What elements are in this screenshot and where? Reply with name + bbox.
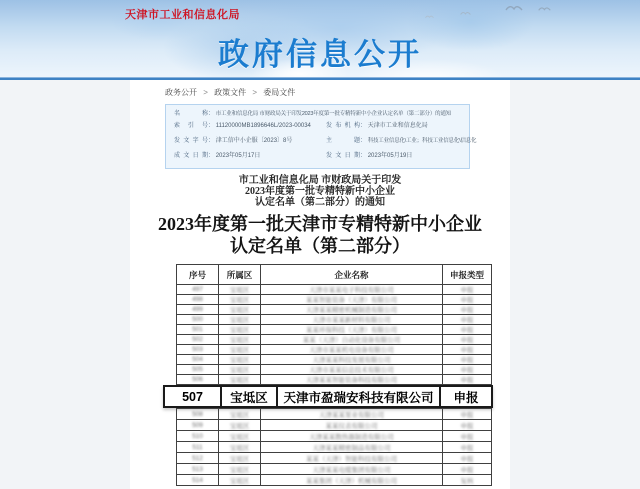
notice-header (130, 175, 510, 208)
cell-type: 申报 (443, 315, 492, 325)
meta-label: 发布机构 (326, 123, 360, 129)
meta-value-index-no: 11120000MB1896646L/2023-00034 (215, 123, 311, 129)
cell-type: 申报 (443, 453, 492, 464)
cell-type: 申报 (443, 295, 492, 305)
cell-no: 505 (177, 365, 219, 375)
table-row (177, 420, 492, 431)
cell-no: 507 (165, 387, 222, 406)
cell-no: 513 (177, 464, 219, 475)
cell-company: 某某仪表有限公司 (261, 420, 443, 431)
meta-value-issue-date: 2023年05月19日 (367, 153, 413, 159)
agency-name: 天津市工业和信息化局 (125, 9, 240, 21)
table-row (177, 305, 492, 315)
cell-no: 504 (177, 355, 219, 365)
cell-no: 509 (177, 420, 219, 431)
cell-type: 申报 (443, 464, 492, 475)
cell-no: 511 (177, 442, 219, 453)
cell-company: 天津市某某电子科技有限公司 (261, 285, 443, 295)
cell-no: 501 (177, 325, 219, 335)
meta-value-written-date: 2023年05月17日 (215, 153, 261, 159)
banner (0, 0, 640, 77)
breadcrumb-separator: > (203, 88, 208, 97)
cell-no: 510 (177, 431, 219, 442)
cell-company: 天津某某散热器制造有限公司 (261, 431, 443, 442)
document-title (130, 213, 510, 257)
cell-no: 502 (177, 335, 219, 345)
notice-line: 市工业和信息化局 市财政局关于印发 (238, 175, 402, 186)
table-row (177, 409, 492, 420)
company-table (163, 264, 493, 486)
document-title-line: 2023年度第一批天津市专精特新中小企业 (158, 214, 482, 234)
cell-type: 申报 (443, 345, 492, 355)
cell-company: 天津某某精密机械制造有限公司 (261, 305, 443, 315)
meta-row-written-date: 成文日期： 2023年05月17日 (174, 153, 261, 159)
bird-icon (460, 10, 471, 16)
cell-type: 申报 (453, 390, 479, 405)
cell-no: 503 (177, 345, 219, 355)
highlighted-row (163, 385, 493, 408)
cell-district: 宝坻区 (219, 295, 261, 305)
cell-district: 宝坻区 (219, 464, 261, 475)
meta-row-topic: 主题： 科技工业信息化\工业；科技工业信息化\信息化 (326, 138, 477, 144)
cell-company: 天津某某泵业有限公司 (261, 409, 443, 420)
table-header-row (177, 265, 492, 285)
cell-type: 申报 (443, 409, 492, 420)
cell-company: 天津市某某信息技术有限公司 (261, 365, 443, 375)
cell-district: 宝坻区 (219, 420, 261, 431)
meta-row-title: 名称： 市工业和信息化局 市财政局关于印发2023年度第一批专精特新中小企业认定名单（第二部分）的通知 (174, 111, 452, 117)
table-row (177, 355, 492, 365)
meta-value-doc-no: 津工信中小企服〔2023〕8号 (215, 138, 293, 144)
table-row (177, 431, 492, 442)
cell-district: 宝坻区 (222, 387, 278, 406)
table-row (177, 453, 492, 464)
cell-district: 宝坻区 (219, 325, 261, 335)
cell-company: 某某智能装备（天津）有限公司 (261, 295, 443, 305)
cell-company: 天津某某科技发展有限公司 (261, 355, 443, 365)
cell-company: 某某集团（天津）机械有限公司 (261, 475, 443, 486)
content-panel (130, 80, 510, 489)
meta-label: 索引号 (174, 123, 208, 129)
cell-no: 500 (177, 315, 219, 325)
meta-value-issuer: 天津市工业和信息化局 (367, 123, 428, 129)
table-row (177, 442, 492, 453)
cell-type: 申报 (443, 420, 492, 431)
table-row (177, 345, 492, 355)
cell-no: 512 (177, 453, 219, 464)
meta-label: 名称 (174, 111, 208, 117)
document-title-line: 认定名单（第二部分） (230, 236, 410, 256)
table-lower (176, 408, 492, 486)
table-row (177, 464, 492, 475)
cell-no: 499 (177, 305, 219, 315)
cell-type: 申报 (443, 431, 492, 442)
cell-district: 宝坻区 (219, 285, 261, 295)
table-row (177, 365, 492, 375)
table-upper (176, 264, 492, 385)
cell-type: 申报 (443, 305, 492, 315)
cell-no: 506 (177, 375, 219, 385)
breadcrumb (130, 80, 510, 98)
table-row (177, 295, 492, 305)
cell-district: 宝坻区 (219, 431, 261, 442)
cell-district: 宝坻区 (219, 345, 261, 355)
bird-icon (425, 14, 434, 19)
cell-district: 宝坻区 (219, 335, 261, 345)
breadcrumb-item[interactable]: 政策文件 (214, 88, 247, 97)
meta-value-document-name: 市工业和信息化局 市财政局关于印发2023年度第一批专精特新中小企业认定名单（第二部分）的通知 (215, 111, 452, 117)
notice-line: 认定名单（第二部分）的通知 (255, 197, 385, 208)
cell-district: 宝坻区 (219, 365, 261, 375)
col-header-no: 序号 (177, 265, 219, 285)
cell-district: 宝坻区 (219, 409, 261, 420)
cell-company: 某某（天津）智能科技有限公司 (261, 453, 443, 464)
cell-company: 某某环保科技（天津）有限公司 (261, 325, 443, 335)
cell-type: 申报 (443, 365, 492, 375)
cell-no: 514 (177, 475, 219, 486)
cell-company: 某某（天津）自动化设备有限公司 (261, 335, 443, 345)
cell-district: 宝坻区 (219, 315, 261, 325)
breadcrumb-item[interactable]: 政务公开 (165, 88, 197, 97)
document-meta-box (165, 104, 477, 169)
table-row (177, 325, 492, 335)
cell-no: 497 (177, 285, 219, 295)
cell-company: 天津市某某新材料有限公司 (261, 315, 443, 325)
meta-row-doc-no: 发文字号： 津工信中小企服〔2023〕8号 (174, 138, 293, 144)
table-row (177, 335, 492, 345)
cell-district: 宝坻区 (219, 355, 261, 365)
meta-label: 发文日期 (326, 153, 360, 159)
bird-icon (538, 5, 551, 12)
cell-type: 申报 (443, 442, 492, 453)
meta-value-topic: 科技工业信息化\工业；科技工业信息化\信息化 (367, 138, 477, 144)
cell-company: 天津某某精密制品有限公司 (261, 442, 443, 453)
cell-district: 宝坻区 (219, 305, 261, 315)
meta-row-issuer: 发布机构： 天津市工业和信息化局 (326, 123, 428, 129)
breadcrumb-separator: > (252, 88, 258, 97)
notice-line: 2023年度第一批专精特新中小企业 (245, 186, 395, 197)
table-row (177, 475, 492, 486)
cell-type: 申报 (443, 325, 492, 335)
cell-company: 天津某某电缆集团有限公司 (261, 464, 443, 475)
cell-district: 宝坻区 (219, 375, 261, 385)
breadcrumb-item[interactable]: 委局文件 (263, 88, 296, 97)
meta-row-issue-date: 发文日期： 2023年05月19日 (326, 153, 413, 159)
meta-label: 成文日期 (174, 153, 208, 159)
meta-row-index-no: 索引号： 11120000MB1896646L/2023-00034 (174, 123, 311, 129)
cell-company: 天津市某某机电设备有限公司 (261, 345, 443, 355)
table-row (177, 315, 492, 325)
cell-district: 宝坻区 (219, 442, 261, 453)
cell-district: 宝坻区 (219, 453, 261, 464)
meta-label: 主题 (326, 138, 360, 144)
table-row (177, 375, 492, 385)
bird-icon (505, 3, 523, 12)
cell-type: 申报 (443, 355, 492, 365)
meta-label: 发文字号 (174, 138, 208, 144)
cell-type: 申报 (443, 375, 492, 385)
cell-company: 天津某某智能装备科技有限公司 (261, 375, 443, 385)
cell-company: 天津市盈瑞安科技有限公司 (278, 387, 441, 406)
cell-type: 申报 (443, 335, 492, 345)
col-header-company: 企业名称 (261, 265, 443, 285)
cell-type: 申报 (443, 285, 492, 295)
cell-type: 复核 (443, 475, 492, 486)
cell-district: 宝坻区 (219, 475, 261, 486)
col-header-district: 所属区 (219, 265, 261, 285)
cell-no: 508 (177, 409, 219, 420)
page-title: 政府信息公开 (218, 37, 422, 72)
cell-no: 498 (177, 295, 219, 305)
col-header-type: 申报类型 (443, 265, 492, 285)
table-row (177, 285, 492, 295)
